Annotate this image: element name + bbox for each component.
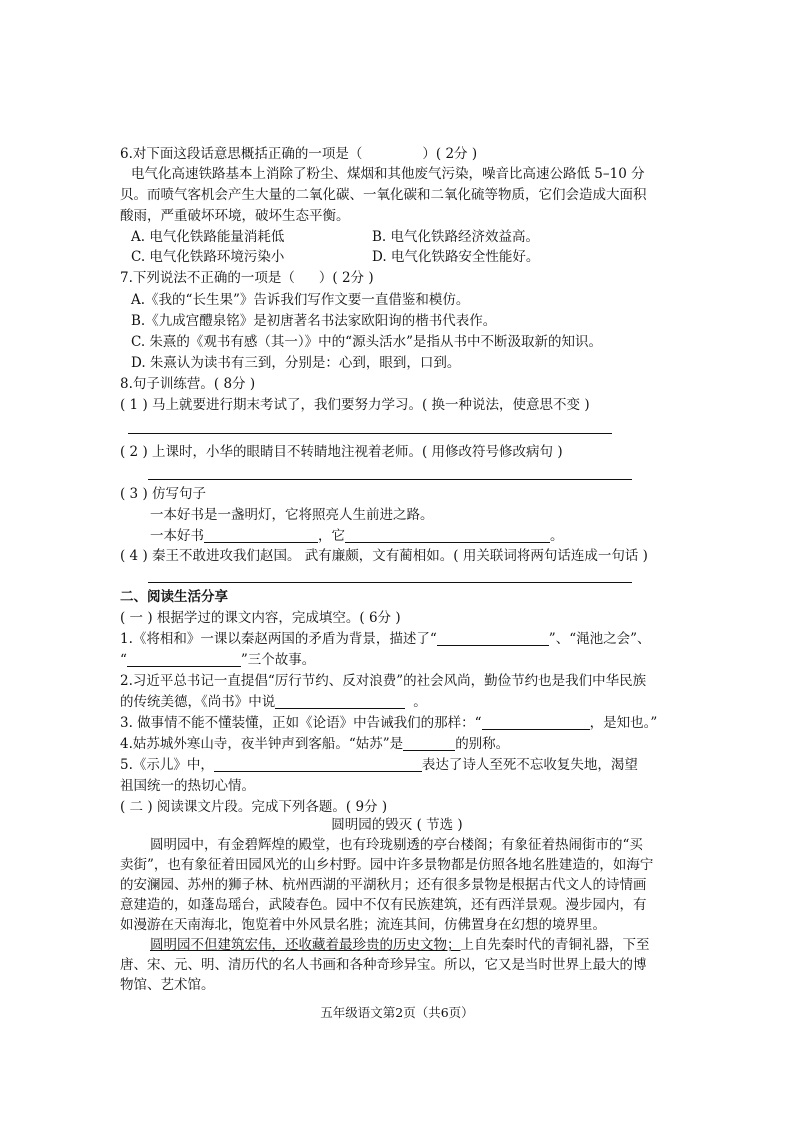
q8-sub3: ( 3 ) 仿写句子	[120, 486, 206, 502]
fill1-blank1[interactable]	[437, 629, 549, 646]
fill2-blank[interactable]	[275, 692, 405, 709]
passage-underlined-sentence: 圆明园不但建筑宏伟，还收藏着最珍贵的历史文物；	[150, 937, 461, 953]
q7-option-b: B.《九成宫醴泉铭》是初唐著名书法家欧阳询的楷书代表作。	[131, 313, 497, 329]
passage-line2: 卖街”，也有象征着田园风光的山乡村野。园中许多景物都是仿照各地名胜建造的，如海宁	[120, 857, 654, 873]
passage-line5: 如漫游在天南海北，饱览着中外风景名胜；流连其间，仿佛置身在幻想的境界里。	[120, 917, 606, 933]
fill4: 4.姑苏城外寒山寺，夜半钟声到客船。“姑苏”是 的别称。	[120, 736, 510, 752]
q8-sub3-blank2[interactable]	[345, 526, 550, 543]
page-footer: 五年级语文第2页（共6页）	[320, 1005, 474, 1020]
fill5-line2: 祖国统一的热切心情。	[120, 778, 255, 794]
q8-sub3-model: 一本好书是一盏明灯，它将照亮人生前进之路。	[150, 507, 434, 523]
q8-sub4: ( 4 ) 秦王不敢进攻我们赵国。 武有廉颇，文有蔺相如。( 用关联词将两句话连成一句话 )	[120, 548, 648, 564]
section2-part2: ( 二 ) 阅读课文片段。完成下列各题。( 9分 )	[120, 799, 388, 815]
fill1-blank2[interactable]	[127, 650, 241, 667]
section2-part1: ( 一 ) 根据学过的课文内容，完成填空。( 6分 )	[120, 610, 401, 626]
section2-title: 二、阅读生活分享	[120, 589, 228, 605]
fill3: 3. 做事情不能不懂装懂，正如《论语》中告诫我们的那样：“ ，是知也。”	[120, 715, 658, 731]
fill1-line1: 1.《将相和》一课以秦赵两国的矛盾为背景，描述了“ ”、“渑池之会”、	[120, 631, 651, 647]
q6-option-c: C. 电气化铁路环境污染小	[131, 249, 285, 265]
q6-paragraph-line1: 电气化高速铁路基本上消除了粉尘、煤烟和其他废气污染，噪音比高速公路低 5–10 分	[131, 166, 645, 182]
passage-line3: 的安澜园、苏州的狮子林、杭州西湖的平湖秋月；还有很多景物是根据古代文人的诗情画	[120, 877, 647, 893]
q6-paragraph-line2: 贝。而喷气客机会产生大量的二氧化碳、一氧化碳和二氧化硫等物质，它们会造成大面积	[120, 187, 647, 203]
q7-option-a: A.《我的“长生果”》告诉我们写作文要一直借鉴和模仿。	[131, 292, 470, 308]
q8-sub2-answer-line[interactable]	[148, 479, 632, 480]
q8-sub3-fill: 一本好书 ，它 。	[150, 528, 564, 544]
fill5-line1: 5.《示儿》中， 表达了诗人至死不忘收复失地，渴望	[120, 757, 638, 773]
q6-stem: 6.对下面这段话意思概括正确的一项是（ ）( 2分 )	[120, 146, 478, 162]
q8-sub1: ( 1 ) 马上就要进行期末考试了，我们要努力学习。( 换一种说法，使意思不变 )	[120, 397, 590, 413]
fill1-line2: “ ”三个故事。	[120, 652, 316, 668]
q8-sub2: ( 2 ) 上课时，小华的眼睛目不转睛地注视着老师。( 用修改符号修改病句 )	[120, 444, 563, 460]
fill2-line1: 2.习近平总书记一直提倡“厉行节约、反对浪费”的社会风尚，勤俭节约也是我们中华民族	[120, 673, 647, 689]
fill4-blank[interactable]	[403, 734, 455, 751]
passage-line1: 圆明园中，有金碧辉煌的殿堂，也有玲珑剔透的亭台楼阁；有象征着热闹街市的“买	[150, 837, 643, 853]
q6-option-b: B. 电气化铁路经济效益高。	[372, 229, 540, 245]
q7-option-d: D. 朱熹认为读书有三到，分别是：心到，眼到，口到。	[131, 355, 461, 371]
passage-line6: 圆明园不但建筑宏伟，还收藏着最珍贵的历史文物；上自先秦时代的青铜礼器，下至	[150, 937, 650, 953]
q6-option-a: A. 电气化铁路能量消耗低	[131, 229, 285, 245]
q7-stem: 7.下列说法不正确的一项是（ ）( 2分 )	[120, 270, 374, 286]
passage-line8: 物馆、艺术馆。	[120, 977, 215, 993]
q8-sub4-answer-line[interactable]	[148, 582, 632, 583]
q6-paragraph-line3: 酸雨，严重破坏环境，破坏生态平衡。	[120, 208, 350, 224]
q6-option-d: D. 电气化铁路安全性能好。	[372, 249, 540, 265]
q8-title: 8.句子训练营。( 8分 )	[120, 376, 256, 392]
passage-line4: 意建造的，如蓬岛瑶台，武陵春色。园中不仅有民族建筑，还有西洋景观。漫步园内，有	[120, 897, 647, 913]
passage-line7: 唐、宋、元、明、清历代的名人书画和各种奇珍异宝。所以，它又是当时世界上最大的博	[120, 957, 647, 973]
q8-sub1-answer-line[interactable]	[128, 433, 612, 434]
q7-option-c: C. 朱熹的《观书有感（其一）》中的“源头活水”是指从书中不断汲取新的知识。	[131, 334, 602, 350]
fill3-blank[interactable]	[482, 713, 590, 730]
passage-title: 圆明园的毁灭 ( 节选 )	[331, 817, 463, 833]
q8-sub3-blank1[interactable]	[204, 526, 318, 543]
fill5-blank[interactable]	[214, 755, 422, 772]
fill2-line2: 的传统美德，《尚书》中说 。	[120, 694, 427, 710]
